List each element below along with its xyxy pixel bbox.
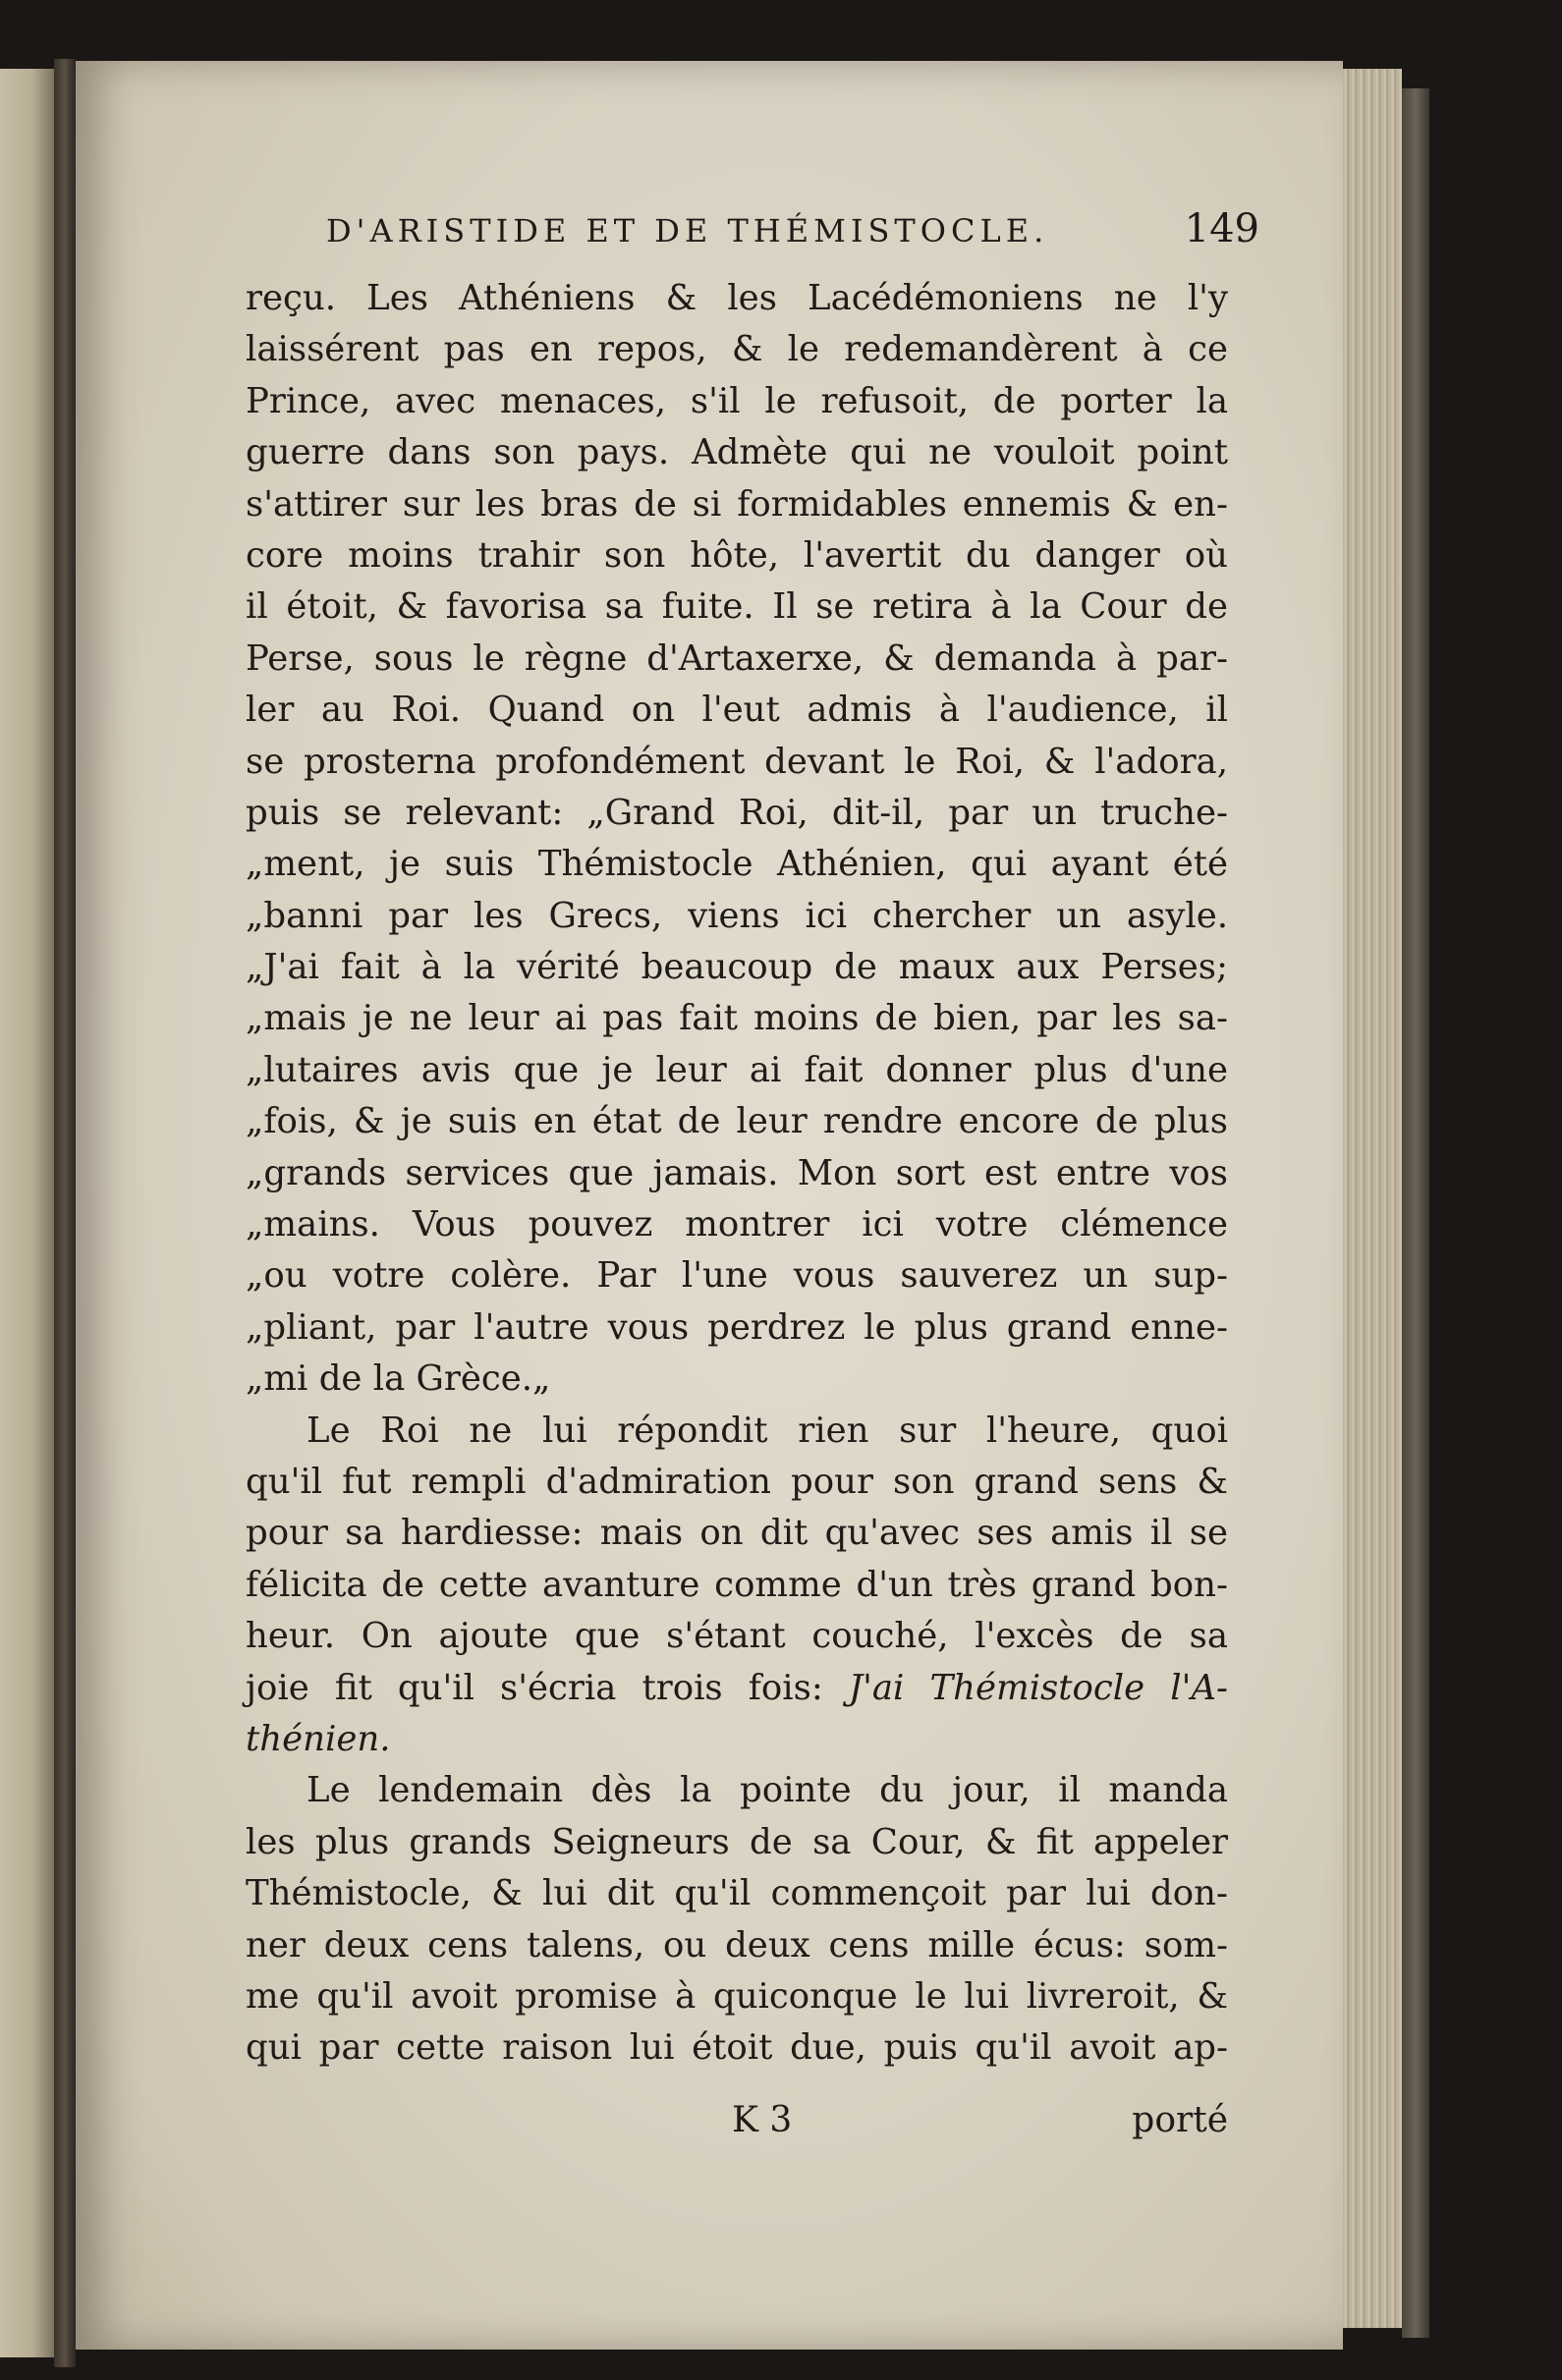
page-number: 149: [1184, 206, 1259, 251]
text-line: guerre dans son pays. Admète qui ne vouloit point: [246, 432, 1228, 473]
text-line: core moins trahir son hôte, l'avertit du danger où: [246, 534, 1228, 576]
text-line: „pliant, par l'autre vous perdrez le plus grand enne-: [246, 1306, 1228, 1348]
text-line: ler au Roi. Quand on l'eut admis à l'audience, il: [246, 690, 1228, 731]
text-line: ner deux cens talens, ou deux cens mille écus: som-: [246, 1924, 1228, 1965]
catchword: porté: [1132, 2100, 1228, 2140]
text-line: Thémistocle, & lui dit qu'il commençoit par lui don-: [246, 1873, 1228, 1914]
signature-mark: K 3: [732, 2100, 793, 2140]
page-stack-edge: [1343, 69, 1402, 2328]
body-text: [246, 273, 1228, 2075]
text-line: „lutaires avis que je leur ai fait donner plus d'une: [246, 1049, 1228, 1090]
text-line: „ou votre colère. Par l'une vous sauverez un sup-: [246, 1255, 1228, 1297]
paragraph-first-line: Le lendemain dès la pointe du jour, il manda: [307, 1770, 1228, 1811]
running-head: D'ARISTIDE ET DE THÉMISTOCLE.: [326, 212, 1049, 249]
italic-quote: J'ai Thémistocle l'A-: [848, 1667, 1228, 1708]
page-footer: [246, 2100, 1228, 2159]
text-segment: joie fit qu'il s'écria trois fois:: [246, 1667, 823, 1708]
text-line: il étoit, & favorisa sa fuite. Il se retira à la Cour de: [246, 586, 1228, 628]
text-line: „banni par les Grecs, viens ici chercher un asyle.: [246, 895, 1228, 936]
italic-quote-end: thénien.: [246, 1718, 391, 1759]
text-line: puis se relevant: „Grand Roi, dit-il, par un truche-: [246, 792, 1228, 833]
paragraph-first-line: Le Roi ne lui répondit rien sur l'heure, quoi: [307, 1410, 1228, 1451]
text-line: les plus grands Seigneurs de sa Cour, & fit appeler: [246, 1821, 1228, 1862]
text-line: [246, 1663, 1228, 1714]
text-line: heur. On ajoute que s'étant couché, l'excès de sa: [246, 1616, 1228, 1657]
text-line: „ment, je suis Thémistocle Athénien, qui ayant été: [246, 844, 1228, 885]
text-line: „mi de la Grèce.„: [246, 1358, 551, 1400]
text-line: „mains. Vous pouvez montrer ici votre clémence: [246, 1204, 1228, 1245]
text-line: „mais je ne leur ai pas fait moins de bien, par les sa-: [246, 998, 1228, 1039]
text-line: qui par cette raison lui étoit due, puis qu'il avoit ap-: [246, 2027, 1228, 2069]
text-line: félicita de cette avanture comme d'un très grand bon-: [246, 1564, 1228, 1605]
left-page-edge: [0, 69, 54, 2357]
book-spine: [54, 59, 76, 2367]
text-line: me qu'il avoit promise à quiconque le lui livreroit, &: [246, 1975, 1228, 2017]
cover-edge: [1402, 88, 1429, 2338]
text-line: s'attirer sur les bras de si formidables ennemis & en-: [246, 483, 1228, 525]
text-line: „grands services que jamais. Mon sort est entre vos: [246, 1152, 1228, 1193]
text-line: reçu. Les Athéniens & les Lacédémoniens ne l'y: [246, 278, 1228, 318]
text-line: Perse, sous le règne d'Artaxerxe, & demanda à par-: [246, 637, 1228, 679]
text-line: „fois, & je suis en état de leur rendre encore de plus: [246, 1101, 1228, 1142]
text-line: se prosterna profondément devant le Roi, & l'adora,: [246, 741, 1228, 782]
text-line: qu'il fut rempli d'admiration pour son grand sens &: [246, 1461, 1228, 1502]
text-line: Prince, avec menaces, s'il le refusoit, de porter la: [246, 380, 1228, 421]
page-header: [326, 206, 1259, 265]
text-line: „J'ai fait à la vérité beaucoup de maux aux Perses;: [246, 947, 1228, 988]
text-line: pour sa hardiesse: mais on dit qu'avec ses amis il se: [246, 1513, 1228, 1554]
text-line: laissérent pas en repos, & le redemandèrent à ce: [246, 329, 1228, 370]
